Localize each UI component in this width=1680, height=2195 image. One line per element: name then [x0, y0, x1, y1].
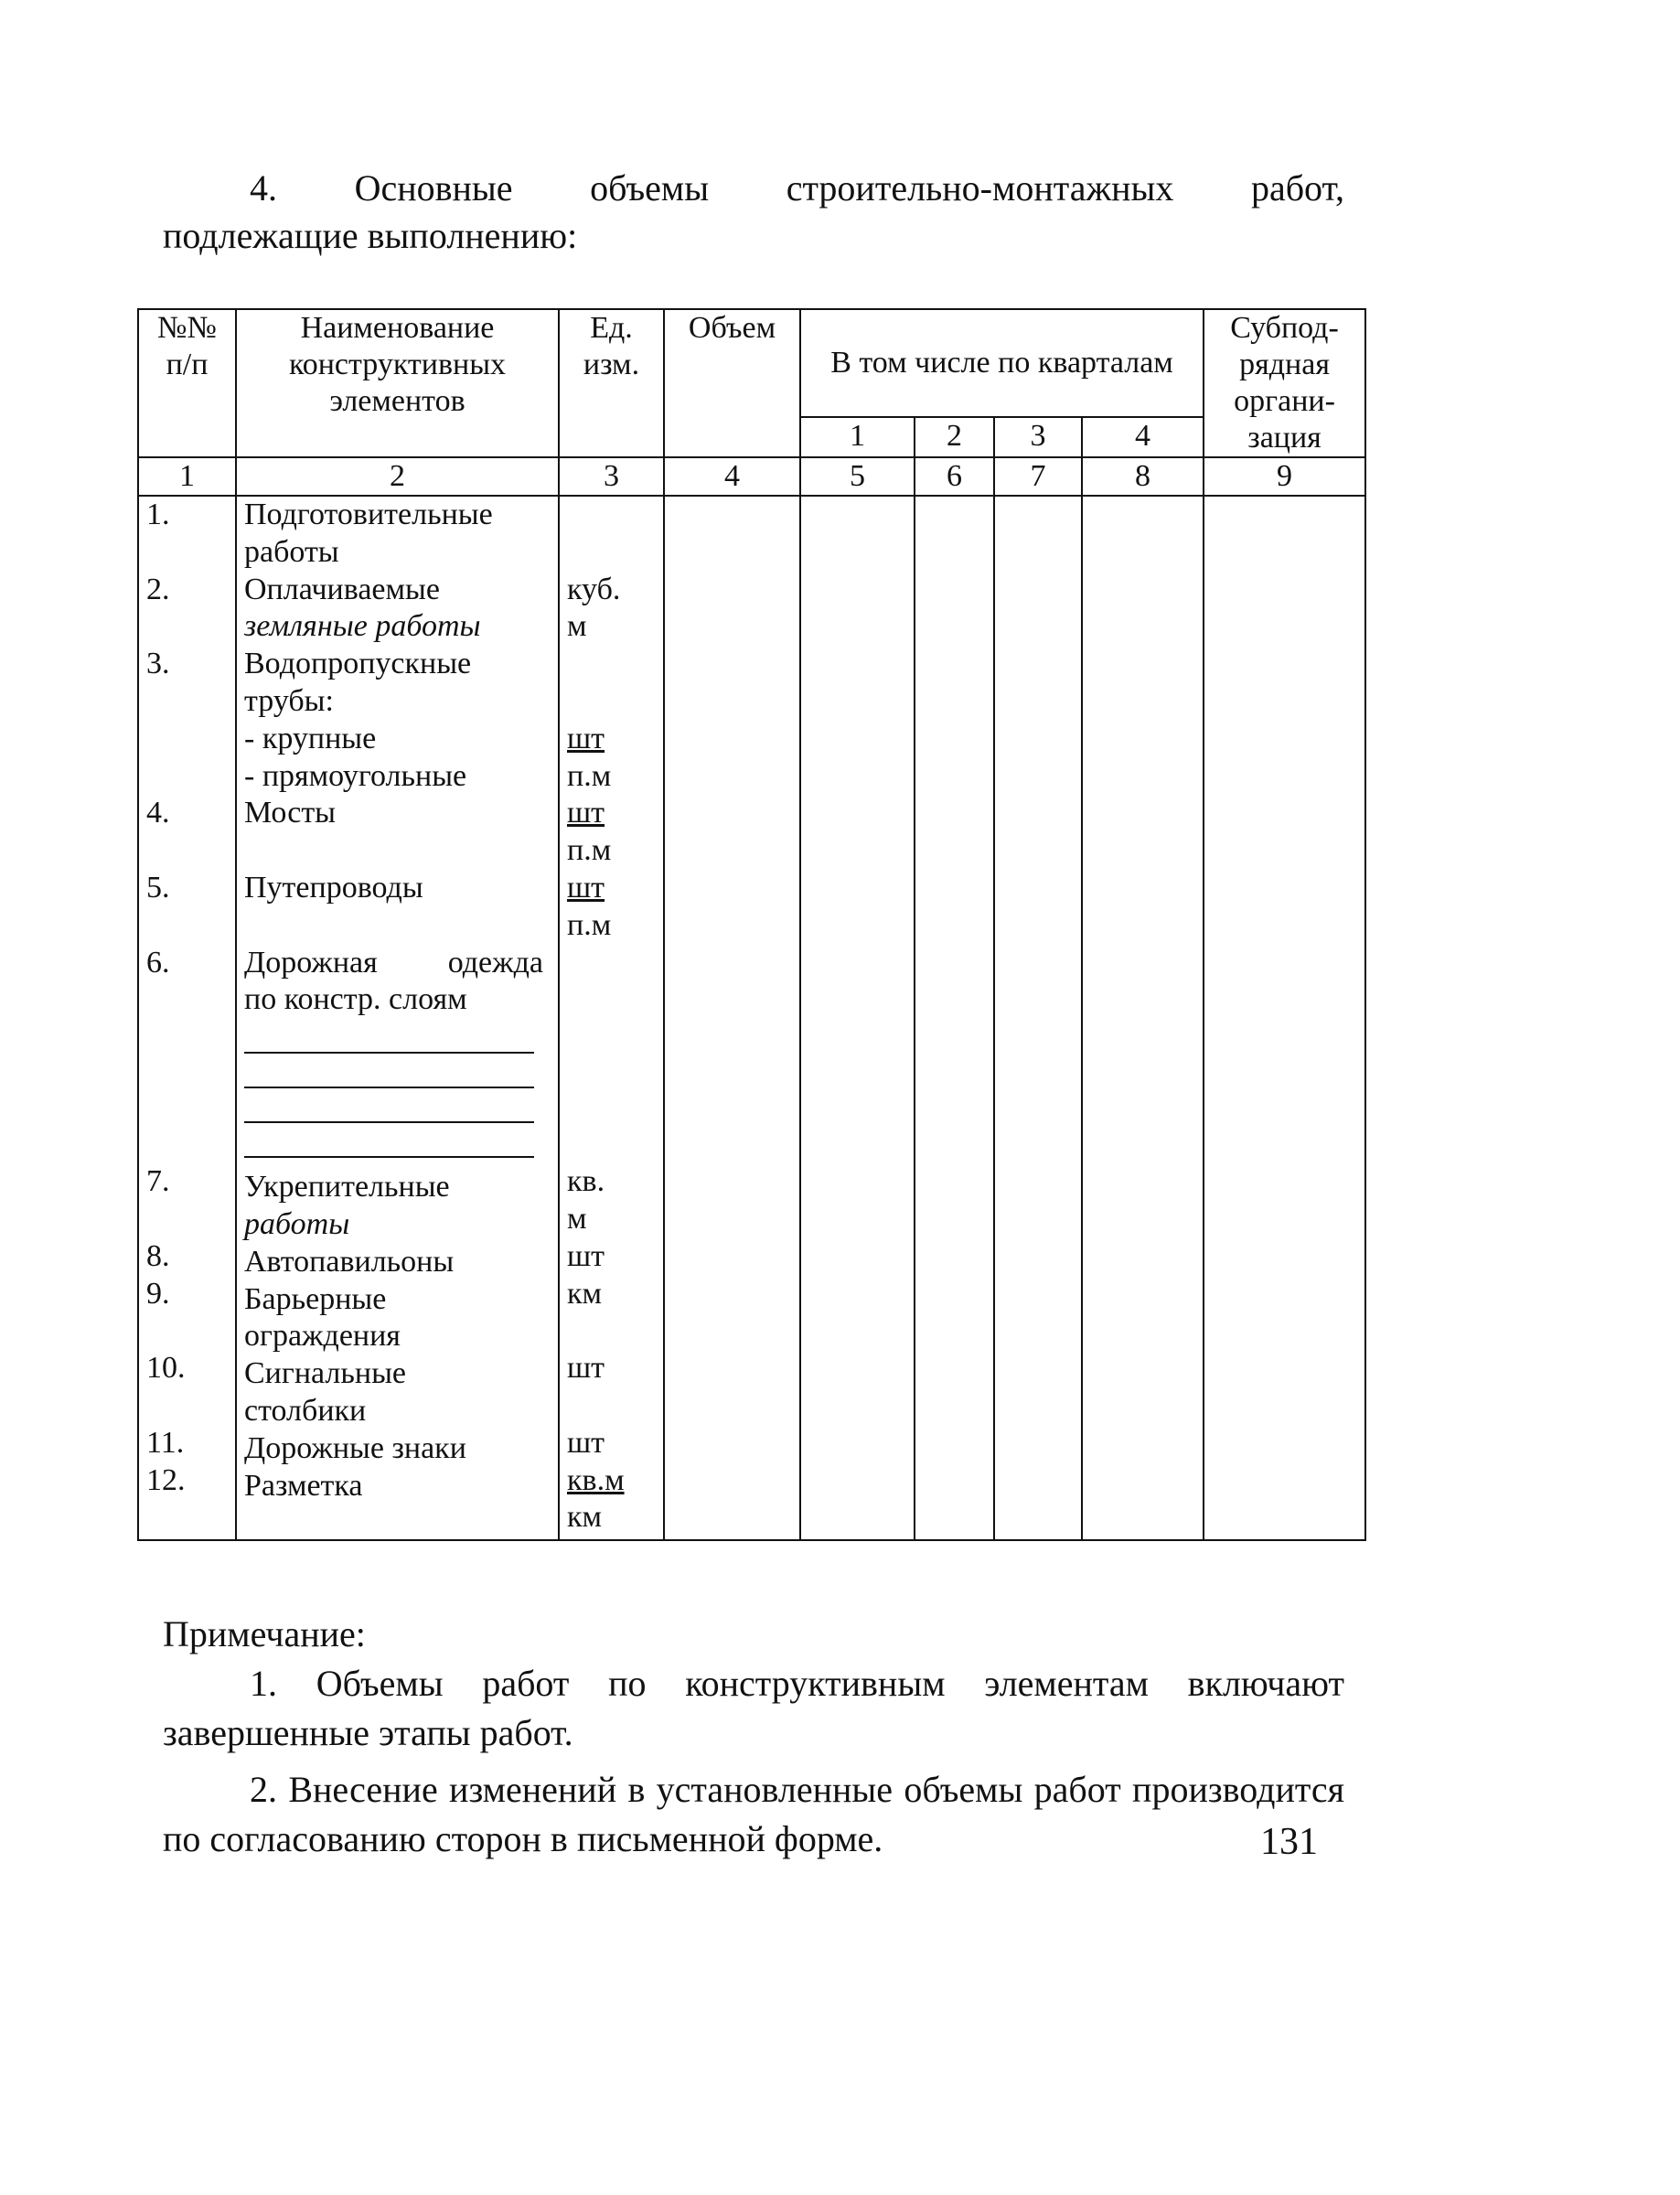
row-name: Сигнальные: [244, 1356, 407, 1391]
row-unit: шт: [567, 1351, 605, 1386]
section-heading: [163, 165, 1344, 260]
row-number: 8.: [146, 1238, 170, 1273]
quarter-number: 2: [915, 417, 994, 457]
row-name: Мосты: [244, 796, 337, 830]
column-number: 9: [1204, 457, 1365, 496]
header-volume: Объем: [664, 309, 800, 457]
row-unit: кв.м: [567, 1462, 625, 1497]
num-column: [138, 496, 236, 1540]
row-name: Дорожные знаки: [244, 1430, 466, 1465]
unit-column: [559, 496, 664, 1540]
row-unit: км: [567, 1500, 603, 1535]
row-number: 3.: [146, 647, 170, 681]
column-number: 6: [915, 457, 994, 496]
quarter-1-column: [800, 496, 915, 1540]
column-number: 3: [559, 457, 664, 496]
header-unit: Ед. изм.: [559, 309, 664, 457]
row-number: 1.: [146, 498, 170, 531]
row-unit: м: [567, 1201, 587, 1236]
header-num: №№ п/п: [138, 309, 236, 457]
row-name: работы: [244, 534, 339, 569]
row-unit: шт: [567, 1238, 605, 1273]
column-number: 5: [800, 457, 915, 496]
row-name: Путепроводы: [244, 870, 423, 905]
blank-line: [244, 1123, 534, 1158]
blank-line: [244, 1019, 534, 1054]
row-unit: км: [567, 1276, 603, 1311]
row-name: Подготовительные: [244, 498, 493, 531]
quarter-number: 3: [994, 417, 1082, 457]
quarter-4-column: [1082, 496, 1204, 1540]
row-name: Водопропускные: [244, 647, 472, 681]
name-column: [236, 496, 559, 1540]
row-unit: шт: [567, 1425, 605, 1460]
row-number: 2.: [146, 572, 170, 606]
row-unit: шт: [567, 796, 605, 830]
row-number: 6.: [146, 945, 170, 980]
column-number: 1: [138, 457, 236, 496]
row-unit: п.м: [567, 833, 612, 868]
row-number: 12.: [146, 1462, 186, 1497]
row-name: - прямоугольные: [244, 758, 467, 793]
row-name: Барьерные: [244, 1281, 387, 1316]
note-title: Примечание:: [163, 1613, 366, 1654]
row-name: - крупные: [244, 721, 377, 755]
column-number: 2: [236, 457, 559, 496]
row-unit: куб.: [567, 572, 621, 606]
page-number: 131: [1260, 1821, 1318, 1863]
row-unit: п.м: [567, 907, 612, 942]
blank-line: [244, 1088, 534, 1123]
column-number-row: [138, 457, 1365, 496]
row-name: Разметка: [244, 1468, 363, 1503]
quarter-number: 1: [800, 417, 915, 457]
quarter-number: 4: [1082, 417, 1204, 457]
header-subcontractor: Субпод-рядная органи-зация: [1204, 309, 1365, 457]
quarter-2-column: [915, 496, 994, 1540]
heading-line-2: подлежащие выполнению:: [163, 215, 578, 256]
row-unit: кв.: [567, 1164, 605, 1199]
column-number: 8: [1082, 457, 1204, 496]
header-name: Наименование конструктивных элементов: [236, 309, 559, 457]
column-number: 4: [664, 457, 800, 496]
row-name: Укрепительные: [244, 1170, 450, 1205]
row-number: 10.: [146, 1351, 186, 1386]
table-body-row: [138, 496, 1365, 1540]
row-unit: шт: [567, 721, 605, 755]
blank-line: [244, 1054, 534, 1088]
note-section: [163, 1610, 1344, 1864]
row-name: по констр. слоям: [244, 982, 467, 1017]
row-name: столбики: [244, 1393, 367, 1428]
subcontractor-column: [1204, 496, 1365, 1540]
header-quarters: В том числе по кварталам: [800, 309, 1204, 417]
note-item: 2. Внесение изменений в установленные объемы работ производится по согласованию сторон в письменной форме.: [163, 1769, 1344, 1859]
heading-line-1: 4. Основные объемы строительно-монтажных работ,: [250, 167, 1344, 209]
row-number: 9.: [146, 1276, 170, 1311]
note-item: 1. Объемы работ по конструктивным элементам включают завершенные этапы работ.: [163, 1663, 1344, 1753]
row-name: Дорожная одежда: [244, 945, 543, 980]
quarter-3-column: [994, 496, 1082, 1540]
row-name: работы: [244, 1206, 350, 1241]
row-name: Автопавильоны: [244, 1244, 455, 1279]
row-unit: п.м: [567, 758, 612, 793]
row-unit: м: [567, 609, 587, 644]
row-name: Оплачиваемые: [244, 572, 440, 606]
row-number: 4.: [146, 796, 170, 830]
column-number: 7: [994, 457, 1082, 496]
row-number: 11.: [146, 1425, 185, 1460]
row-number: 7.: [146, 1164, 170, 1199]
row-name: земляные работы: [244, 609, 481, 644]
row-number: 5.: [146, 870, 170, 905]
works-volume-table: [137, 308, 1366, 1541]
row-name: трубы:: [244, 683, 334, 718]
volume-column: [664, 496, 800, 1540]
row-unit: шт: [567, 870, 605, 905]
row-name: ограждения: [244, 1319, 401, 1354]
